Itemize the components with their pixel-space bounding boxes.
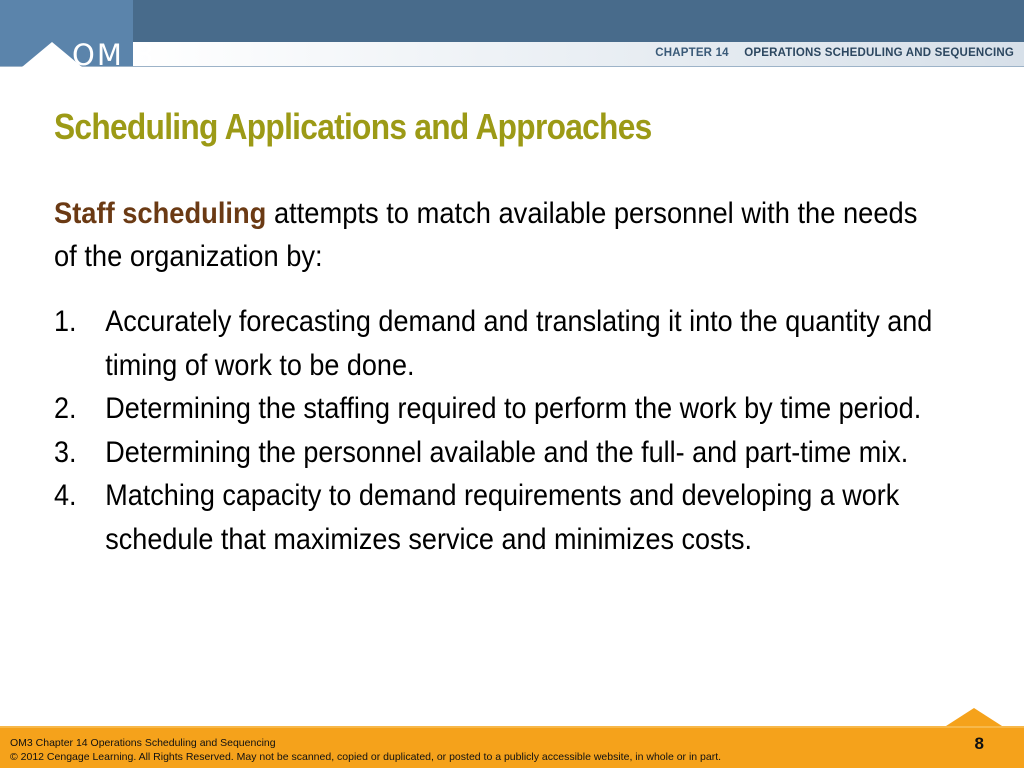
footer-text: [10, 736, 721, 764]
intro-term: Staff scheduling: [54, 197, 267, 230]
list-item-number: 4.: [54, 479, 77, 512]
list-item-number: 2.: [54, 392, 77, 425]
chapter-label: [655, 46, 1014, 60]
slide-title: Scheduling Applications and Approaches: [54, 106, 652, 147]
list-item-text: Accurately forecasting demand and translating it into the quantity and timing of work to be done.: [105, 305, 933, 382]
list-item: [54, 431, 972, 475]
slide-footer: [0, 726, 1024, 768]
list-item-number: 1.: [54, 305, 77, 338]
slide-header: [0, 0, 1024, 67]
list-item: [54, 300, 972, 387]
steps-list: [54, 300, 972, 561]
footer-copyright: © 2012 Cengage Learning. All Rights Reserved. May not be scanned, copied or duplicated, or posted to a publicly accessible website, in whole or in part.: [10, 751, 722, 763]
list-item-text: Matching capacity to demand requirements and developing a work schedule that maximizes service and minimizes costs.: [105, 479, 900, 556]
header-top-strip: [133, 0, 1024, 42]
intro-text: attempts to match available personnel with the needs of the organization by:: [54, 197, 918, 273]
list-item-text: Determining the personnel available and the full- and part-time mix.: [105, 435, 909, 469]
page-number: 8: [974, 734, 984, 753]
list-item: [54, 387, 972, 431]
list-item-number: 3.: [54, 435, 77, 469]
list-item-text: Determining the staffing required to perform the work by time period.: [105, 392, 922, 425]
footer-top-line: [0, 726, 1024, 728]
logo-text: OM 3: [72, 38, 156, 67]
list-item: [54, 474, 972, 561]
footer-course-line: OM3 Chapter 14 Operations Scheduling and Sequencing: [10, 737, 276, 749]
chapter-number: CHAPTER 14: [655, 47, 729, 59]
intro-paragraph: [54, 192, 928, 278]
chapter-name: OPERATIONS SCHEDULING AND SEQUENCING: [744, 47, 1014, 59]
page-tab-triangle-icon: [946, 708, 1002, 726]
